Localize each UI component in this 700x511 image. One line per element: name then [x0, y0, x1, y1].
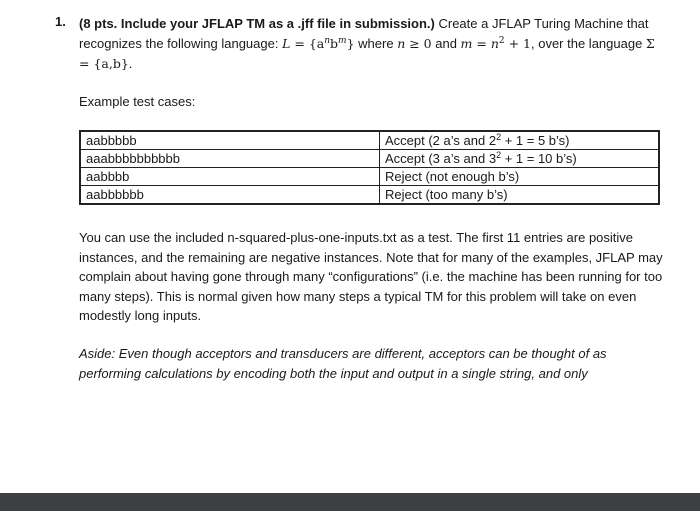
table-row — [80, 168, 659, 186]
test-result-cell: Reject (not enough b’s) — [380, 168, 660, 186]
question-number: 1. — [55, 14, 66, 29]
test-input-cell: aabbbbb — [80, 131, 380, 150]
inputs-file-paragraph: You can use the included n-squared-plus-one-inputs.txt as a test. The first 11 entries are positive instances, and the remaining are negative instances. Note that for many of the examples, JFLAP may complain about having gone through many “configurations” (i.e. the machine has been running for too many steps). This is normal given how many steps a typical TM for this problem will take on even modestly long inputs. — [79, 230, 663, 323]
test-result-cell: Accept (3 a’s and $3^2 + 1 = 10$ b’s) — [380, 150, 660, 168]
question-text: (8 pts. Include your JFLAP TM as a .jff file in submission.) Create a JFLAP Turing Machine that recognizes the following language: $L = \{a^nb^m\}$ where n ≥ 0 and $m = n^2 + 1$, over the language Σ = {a,b}. — [79, 16, 655, 71]
test-input-cell: aaabbbbbbbbbb — [80, 150, 380, 168]
table-row — [80, 186, 659, 205]
viewer-bottom-bar — [0, 493, 700, 511]
test-result-cell: Accept (2 a’s and $2^2 + 1 = 5$ b’s) — [380, 131, 660, 150]
table-row — [80, 150, 659, 168]
table-row — [80, 131, 659, 150]
examples-heading: Example test cases: — [79, 94, 196, 109]
condition-m: $m = n^2 + 1$ — [460, 36, 531, 51]
test-input-cell: aabbbbbb — [80, 186, 380, 205]
question-intro: Create a JFLAP Turing Machine that recognizes the following language: — [79, 16, 649, 51]
test-result-cell: Reject (too many b’s) — [380, 186, 660, 205]
test-cases-table — [79, 130, 660, 205]
condition-n: n ≥ 0 — [397, 36, 432, 51]
alphabet-definition: Σ = {a,b} — [79, 36, 655, 71]
test-input-cell: aabbbb — [80, 168, 380, 186]
question-points-note: (8 pts. Include your JFLAP TM as a .jff file in submission.) — [79, 16, 435, 31]
language-definition: $L = \{a^nb^m\}$ — [282, 36, 355, 51]
aside-paragraph: Aside: Even though acceptors and transducers are different, acceptors can be thought of as performing calculations by encoding both the input and output in a single string, and only — [79, 346, 607, 381]
